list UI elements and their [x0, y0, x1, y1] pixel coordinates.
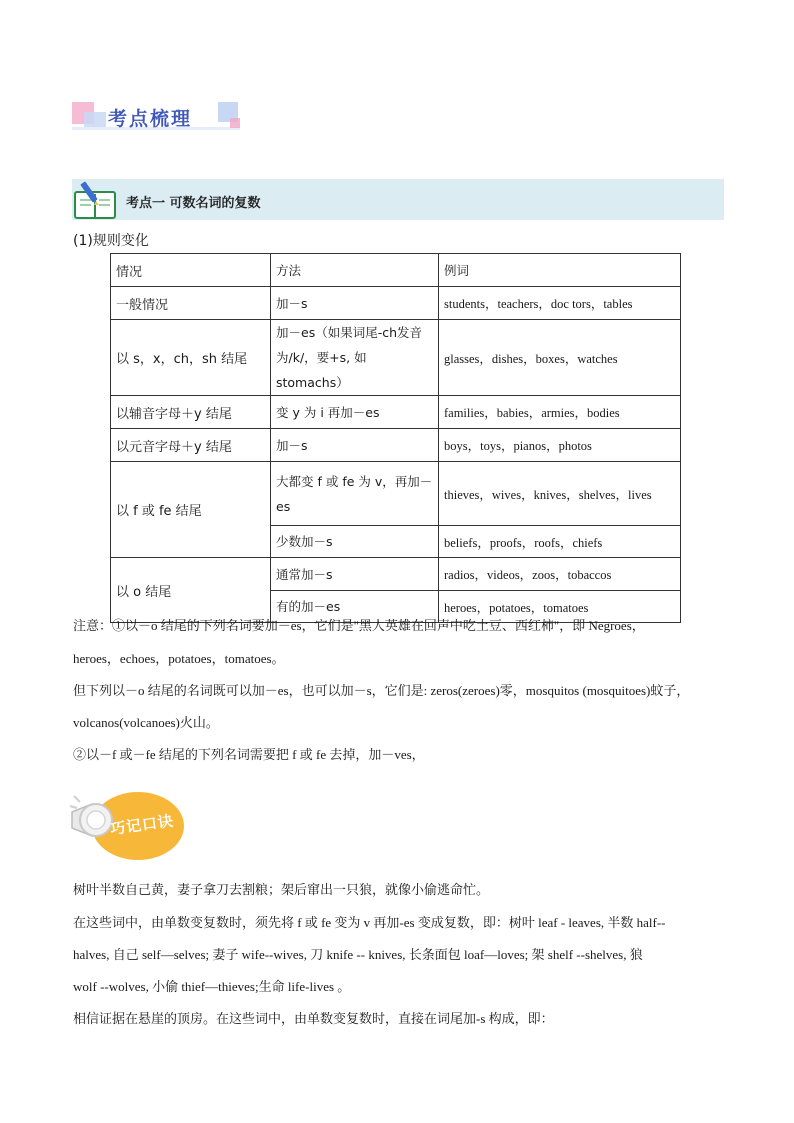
topic-title: 考点一 可数名词的复数 [126, 196, 261, 211]
note-line: 但下列以－o 结尾的名词既可以加－es，也可以加－s，它们是: zeros(zeroes)零，mosquitos (mosquitoes)蚊子， [73, 683, 690, 698]
table-cell: 通常加－s [271, 558, 439, 591]
table-cell: 变 y 为 i 再加－es [271, 396, 439, 429]
table-cell: 加－es（如果词尾-ch发音为/k/，要+s, 如 stomachs） [271, 320, 439, 396]
table-cell: 一般情况 [111, 287, 271, 320]
note-line: volcanos(volcanoes)火山。 [73, 715, 219, 730]
table-cell: thieves，wives，knives，shelves，lives [439, 462, 681, 526]
table-header: 方法 [271, 254, 439, 287]
note-line: 注意：①以－o 结尾的下列名词要加－es，它们是"黑人英雄在回声中吃土豆、西红柿"，即 Negroes， [73, 618, 645, 633]
table-cell: 少数加－s [271, 526, 439, 558]
table-cell: glasses，dishes，boxes，watches [439, 320, 681, 396]
table-header: 情况 [111, 254, 271, 287]
table-cell: 以 f 或 fe 结尾 [111, 462, 271, 558]
table-cell: 以 s，x，ch，sh 结尾 [111, 320, 271, 396]
table-cell: 有的加－es [271, 591, 439, 623]
section-decoration [230, 118, 240, 128]
table-header-row [111, 254, 681, 287]
subheading: (1)规则变化 [73, 233, 149, 249]
table-row [111, 320, 681, 396]
table-cell: radios，videos，zoos，tobaccos [439, 558, 681, 591]
table-cell: 加－s [271, 287, 439, 320]
mnemonic-line: 树叶半数自己黄，妻子拿刀去割粮；架后窜出一只狼，就像小偷逃命忙。 [73, 882, 490, 897]
section-title: 考点梳理 [108, 108, 193, 130]
badge-label: 巧记口诀 [109, 811, 176, 839]
table-row [111, 429, 681, 462]
plural-rules-table [110, 253, 681, 623]
mnemonic-line: 在这些词中，由单数变复数时，须先将 f 或 fe 变为 v 再加-es 变成复数，即：树叶 leaf - leaves, 半数 half-- [73, 915, 666, 930]
table-cell: 大都变 f 或 fe 为 v，再加－es [271, 462, 439, 526]
table-cell: families，babies，armies，bodies [439, 396, 681, 429]
table-row [111, 396, 681, 429]
table-cell: beliefs，proofs，roofs，chiefs [439, 526, 681, 558]
table-cell: 以元音字母＋y 结尾 [111, 429, 271, 462]
mnemonic-line: wolf --wolves, 小偷 thief—thieves;生命 life-lives 。 [73, 979, 351, 994]
table-cell: heroes，potatoes，tomatoes [439, 591, 681, 623]
mnemonic-line: 相信证据在悬崖的顶房。在这些词中，由单数变复数时，直接在词尾加-s 构成，即： [73, 1011, 554, 1026]
book-pencil-icon [72, 180, 118, 220]
table-cell: students，teachers，doc tors，tables [439, 287, 681, 320]
table-row [111, 462, 681, 526]
note-line: ②以－f 或－fe 结尾的下列名词需要把 f 或 fe 去掉，加－ves， [73, 747, 425, 762]
mnemonic-line: halves, 自己 self—selves; 妻子 wife--wives, 刀 knife -- knives, 长条面包 loaf—loves; 架 shelf --shelves, 狼 [73, 947, 643, 962]
table-cell: 以 o 结尾 [111, 558, 271, 623]
note-line: heroes，echoes，potatoes，tomatoes。 [73, 651, 285, 666]
table-row [111, 558, 681, 591]
table-cell: 加－s [271, 429, 439, 462]
table-header: 例词 [439, 254, 681, 287]
table-cell: boys，toys，pianos，photos [439, 429, 681, 462]
table-cell: 以辅音字母＋y 结尾 [111, 396, 271, 429]
table-row [111, 287, 681, 320]
